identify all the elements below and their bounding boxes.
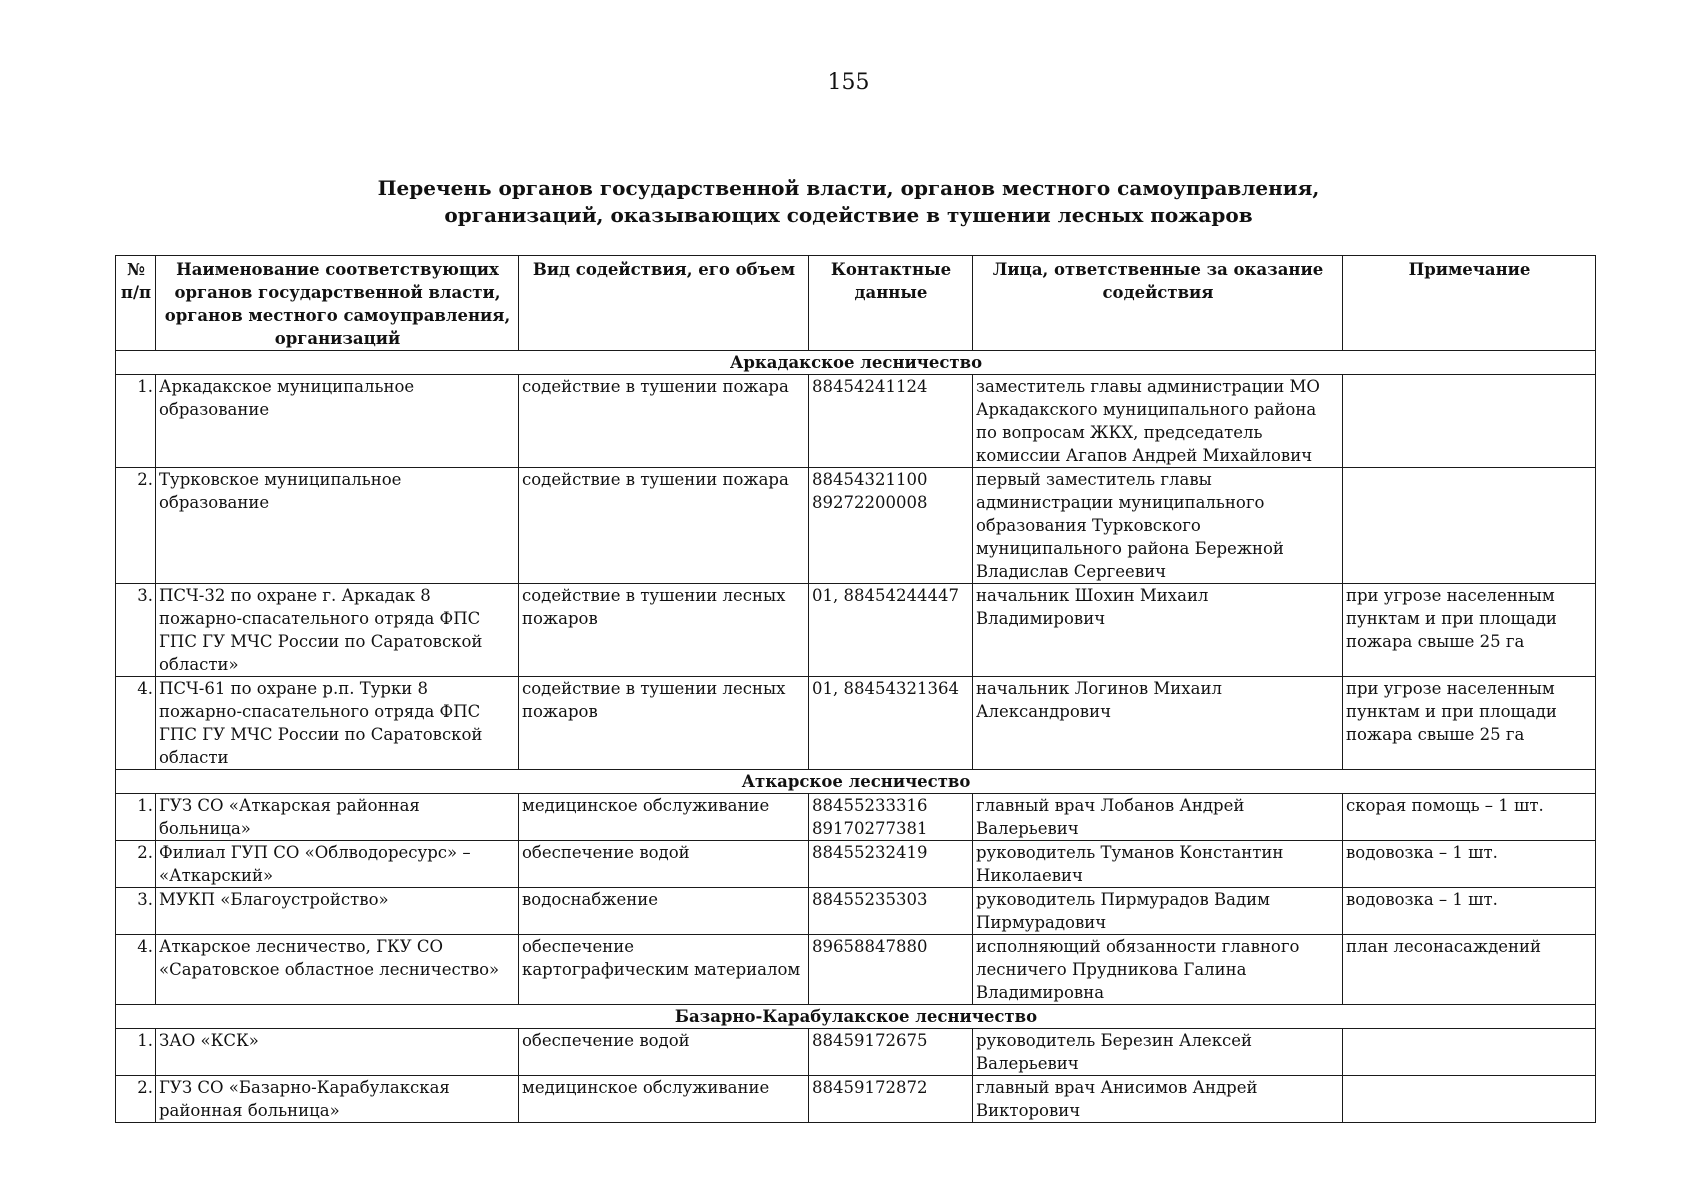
section-title: Аркадакское лесничество — [116, 351, 1596, 375]
table-row — [116, 1029, 1596, 1076]
table-row — [116, 1076, 1596, 1123]
cell-name: ПСЧ-32 по охране г. Аркадак 8 пожарно-спасательного отряда ФПС ГПС ГУ МЧС России по Саратовской области» — [156, 584, 519, 677]
cell-num: 3. — [116, 888, 156, 935]
col-header-num: № п/п — [116, 256, 156, 351]
col-header-contacts: Контактные данные — [809, 256, 973, 351]
cell-assistance: содействие в тушении лесных пожаров — [519, 584, 809, 677]
cell-note: при угрозе населенным пунктам и при площади пожара свыше 25 га — [1343, 677, 1596, 770]
table-row — [116, 841, 1596, 888]
col-header-note: Примечание — [1343, 256, 1596, 351]
cell-contacts: 88459172872 — [809, 1076, 973, 1123]
cell-num: 4. — [116, 677, 156, 770]
cell-num: 2. — [116, 468, 156, 584]
cell-num: 4. — [116, 935, 156, 1005]
section-row — [116, 1005, 1596, 1029]
cell-contacts: 88455235303 — [809, 888, 973, 935]
title-line-1: Перечень органов государственной власти, органов местного самоуправления, — [377, 176, 1320, 200]
table-row — [116, 468, 1596, 584]
cell-responsible: руководитель Березин Алексей Валерьевич — [973, 1029, 1343, 1076]
cell-num: 2. — [116, 1076, 156, 1123]
cell-assistance: содействие в тушении пожара — [519, 468, 809, 584]
cell-responsible: первый заместитель главы администрации муниципального образования Турковского муниципального района Бережной Владислав Сергеевич — [973, 468, 1343, 584]
cell-note: план лесонасаждений — [1343, 935, 1596, 1005]
page-number: 155 — [827, 70, 870, 95]
cell-name: Турковское муниципальное образование — [156, 468, 519, 584]
cell-name: ГУЗ СО «Аткарская районная больница» — [156, 794, 519, 841]
cell-responsible: руководитель Туманов Константин Николаевич — [973, 841, 1343, 888]
cell-num: 1. — [116, 794, 156, 841]
cell-note — [1343, 1076, 1596, 1123]
cell-contacts: 88455233316 89170277381 — [809, 794, 973, 841]
cell-contacts: 88454321100 89272200008 — [809, 468, 973, 584]
cell-assistance: медицинское обслуживание — [519, 1076, 809, 1123]
document-title — [0, 175, 1697, 229]
col-header-responsible: Лица, ответственные за оказание содействия — [973, 256, 1343, 351]
cell-num: 2. — [116, 841, 156, 888]
cell-responsible: начальник Шохин Михаил Владимирович — [973, 584, 1343, 677]
col-header-assistance: Вид содействия, его объем — [519, 256, 809, 351]
cell-assistance: содействие в тушении пожара — [519, 375, 809, 468]
cell-name: ЗАО «КСК» — [156, 1029, 519, 1076]
table-row — [116, 888, 1596, 935]
cell-name: МУКП «Благоустройство» — [156, 888, 519, 935]
cell-contacts: 88455232419 — [809, 841, 973, 888]
cell-responsible: исполняющий обязанности главного лесничего Прудникова Галина Владимировна — [973, 935, 1343, 1005]
table-row — [116, 794, 1596, 841]
cell-assistance: медицинское обслуживание — [519, 794, 809, 841]
cell-responsible: руководитель Пирмурадов Вадим Пирмурадович — [973, 888, 1343, 935]
cell-name: ГУЗ СО «Базарно-Карабулакская районная больница» — [156, 1076, 519, 1123]
cell-note: скорая помощь – 1 шт. — [1343, 794, 1596, 841]
cell-assistance: обеспечение водой — [519, 1029, 809, 1076]
cell-name: ПСЧ-61 по охране р.п. Турки 8 пожарно-спасательного отряда ФПС ГПС ГУ МЧС России по Саратовской области — [156, 677, 519, 770]
cell-note: водовозка – 1 шт. — [1343, 841, 1596, 888]
table-row — [116, 375, 1596, 468]
cell-name: Аткарское лесничество, ГКУ СО «Саратовское областное лесничество» — [156, 935, 519, 1005]
cell-assistance: водоснабжение — [519, 888, 809, 935]
cell-assistance: обеспечение водой — [519, 841, 809, 888]
cell-num: 1. — [116, 1029, 156, 1076]
cell-contacts: 01, 88454244447 — [809, 584, 973, 677]
cell-assistance: обеспечение картографическим материалом — [519, 935, 809, 1005]
cell-contacts: 88459172675 — [809, 1029, 973, 1076]
cell-note — [1343, 375, 1596, 468]
cell-responsible: заместитель главы администрации МО Аркадакского муниципального района по вопросам ЖКХ, председатель комиссии Агапов Андрей Михайлович — [973, 375, 1343, 468]
section-row — [116, 770, 1596, 794]
cell-contacts: 01, 88454321364 — [809, 677, 973, 770]
cell-num: 3. — [116, 584, 156, 677]
assistance-table — [115, 255, 1596, 1123]
section-title: Базарно-Карабулакское лесничество — [116, 1005, 1596, 1029]
table-row — [116, 584, 1596, 677]
cell-responsible: главный врач Лобанов Андрей Валерьевич — [973, 794, 1343, 841]
cell-note — [1343, 1029, 1596, 1076]
cell-note: при угрозе населенным пунктам и при площади пожара свыше 25 га — [1343, 584, 1596, 677]
cell-responsible: начальник Логинов Михаил Александрович — [973, 677, 1343, 770]
cell-responsible: главный врач Анисимов Андрей Викторович — [973, 1076, 1343, 1123]
cell-name: Аркадакское муниципальное образование — [156, 375, 519, 468]
table-header-row — [116, 256, 1596, 351]
cell-note — [1343, 468, 1596, 584]
section-title: Аткарское лесничество — [116, 770, 1596, 794]
cell-assistance: содействие в тушении лесных пожаров — [519, 677, 809, 770]
cell-num: 1. — [116, 375, 156, 468]
cell-note: водовозка – 1 шт. — [1343, 888, 1596, 935]
col-header-name: Наименование соответствующих органов государственной власти, органов местного самоуправления, организаций — [156, 256, 519, 351]
section-row — [116, 351, 1596, 375]
cell-name: Филиал ГУП СО «Облводоресурс» – «Аткарский» — [156, 841, 519, 888]
title-line-2: организаций, оказывающих содействие в тушении лесных пожаров — [444, 203, 1253, 227]
cell-contacts: 89658847880 — [809, 935, 973, 1005]
cell-contacts: 88454241124 — [809, 375, 973, 468]
table-row — [116, 677, 1596, 770]
table-row — [116, 935, 1596, 1005]
